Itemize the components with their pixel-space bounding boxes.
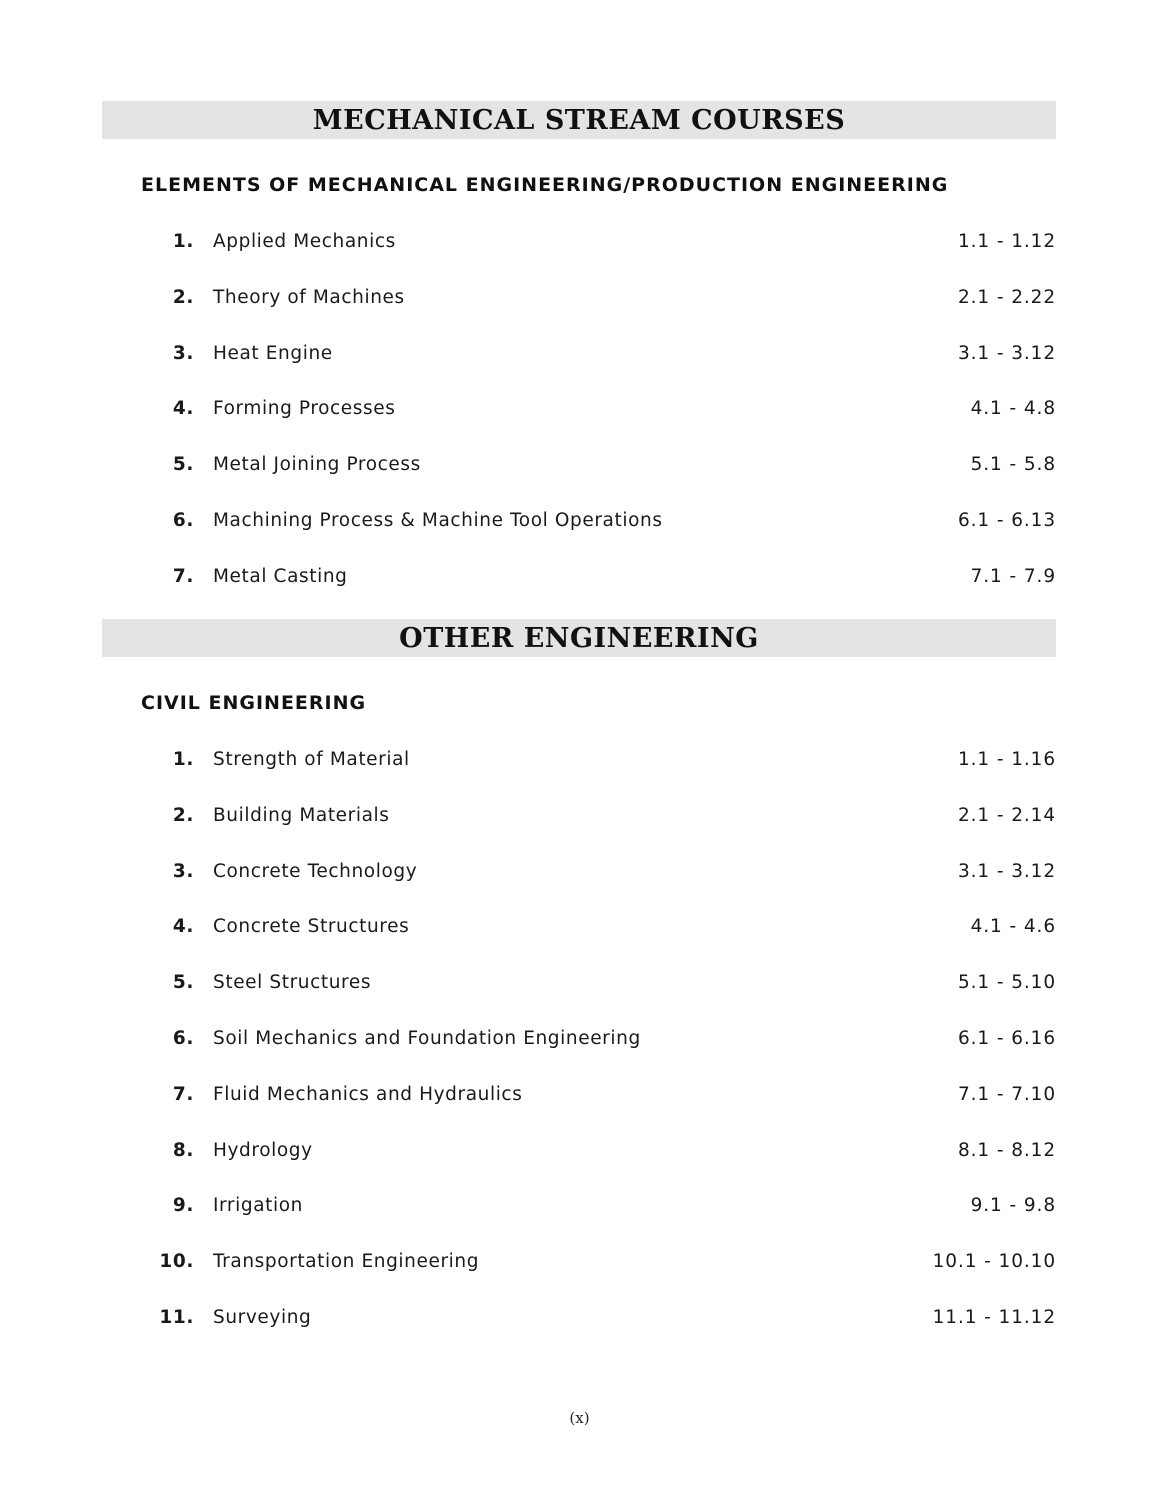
entry-number: 2. [172, 804, 194, 826]
section-heading-civil: CIVIL ENGINEERING [141, 692, 367, 714]
entry-title: Strength of Material [213, 749, 410, 770]
entry-title: Metal Joining Process [213, 454, 421, 476]
entry-number: 3. [172, 342, 194, 364]
toc-list-mechanical [141, 233, 1056, 624]
entry-number: 4. [172, 398, 194, 420]
entry-number: 4. [172, 916, 194, 938]
entry-number: 7. [172, 1083, 194, 1105]
toc-entry[interactable] [141, 974, 1056, 1030]
toc-entry[interactable] [141, 1139, 1056, 1198]
entry-title: Soil Mechanics and Foundation Engineering [213, 1027, 641, 1049]
entry-number: 5. [172, 972, 194, 994]
toc-entry[interactable] [141, 565, 1056, 624]
entry-title: Steel Structures [213, 972, 372, 994]
entry-number: 2. [172, 286, 194, 308]
entry-title: Hydrology [213, 1139, 313, 1161]
entry-page-range: 9.1 - 9.8 [970, 1195, 1056, 1217]
entry-title: Forming Processes [213, 398, 396, 420]
entry-title: Machining Process & Machine Tool Operations [213, 509, 663, 531]
toc-entry[interactable] [141, 1306, 1056, 1365]
entry-page-range: 4.1 - 4.6 [970, 916, 1056, 938]
toc-entry[interactable] [141, 233, 1056, 289]
toc-entry[interactable] [141, 509, 1056, 568]
toc-entry[interactable] [141, 456, 1056, 512]
entry-page-range: 5.1 - 5.10 [957, 972, 1056, 994]
toc-entry[interactable] [141, 400, 1056, 456]
entry-number: 6. [172, 509, 194, 531]
toc-entry[interactable] [141, 1197, 1056, 1253]
entry-title: Transportation Engineering [213, 1251, 480, 1273]
toc-entry[interactable] [141, 1253, 1056, 1309]
entry-page-range: 6.1 - 6.13 [957, 509, 1056, 531]
banner-title: MECHANICAL STREAM COURSES [312, 104, 846, 136]
toc-entry[interactable] [141, 918, 1056, 974]
entry-page-range: 11.1 - 11.12 [932, 1306, 1056, 1328]
entry-title: Surveying [213, 1306, 312, 1328]
entry-page-range: 5.1 - 5.8 [970, 454, 1056, 476]
entry-number: 3. [172, 860, 194, 882]
entry-page-range: 7.1 - 7.9 [970, 565, 1056, 587]
entry-number: 1. [172, 749, 194, 770]
entry-title: Heat Engine [213, 342, 333, 364]
entry-title: Concrete Technology [213, 860, 418, 882]
entry-number: 9. [172, 1195, 194, 1217]
entry-number: 1. [172, 231, 194, 252]
toc-entry[interactable] [141, 751, 1056, 807]
toc-entry[interactable] [141, 1027, 1056, 1086]
entry-page-range: 2.1 - 2.22 [957, 286, 1056, 308]
entry-page-range: 1.1 - 1.12 [957, 231, 1056, 252]
toc-entry[interactable] [141, 860, 1056, 919]
entry-title: Building Materials [213, 804, 390, 826]
section-heading-mechanical: ELEMENTS OF MECHANICAL ENGINEERING/PRODUCTION ENGINEERING [141, 174, 949, 196]
entry-number: 5. [172, 454, 194, 476]
entry-title: Fluid Mechanics and Hydraulics [213, 1083, 523, 1105]
entry-page-range: 2.1 - 2.14 [957, 804, 1056, 826]
section-banner-mechanical [102, 101, 1056, 139]
section-banner-other [102, 619, 1056, 657]
toc-entry[interactable] [141, 804, 1056, 863]
toc-list-civil [141, 751, 1056, 1365]
entry-page-range: 3.1 - 3.12 [957, 860, 1056, 882]
toc-entry[interactable] [141, 286, 1056, 345]
toc-entry[interactable] [141, 342, 1056, 401]
entry-number: 8. [172, 1139, 194, 1161]
entry-title: Irrigation [213, 1195, 303, 1217]
entry-title: Theory of Machines [213, 286, 405, 308]
entry-number: 10. [159, 1251, 194, 1273]
entry-number: 7. [172, 565, 194, 587]
entry-title: Applied Mechanics [213, 231, 396, 252]
entry-number: 6. [172, 1027, 194, 1049]
page-number: (x) [569, 1409, 590, 1427]
toc-entry[interactable] [141, 1083, 1056, 1142]
entry-number: 11. [159, 1306, 194, 1328]
entry-page-range: 6.1 - 6.16 [957, 1027, 1056, 1049]
entry-page-range: 3.1 - 3.12 [957, 342, 1056, 364]
entry-page-range: 8.1 - 8.12 [957, 1139, 1056, 1161]
banner-title: OTHER ENGINEERING [399, 622, 759, 654]
entry-page-range: 4.1 - 4.8 [970, 398, 1056, 420]
entry-page-range: 10.1 - 10.10 [932, 1251, 1056, 1273]
entry-page-range: 7.1 - 7.10 [957, 1083, 1056, 1105]
entry-page-range: 1.1 - 1.16 [957, 749, 1056, 770]
entry-title: Concrete Structures [213, 916, 410, 938]
entry-title: Metal Casting [213, 565, 348, 587]
